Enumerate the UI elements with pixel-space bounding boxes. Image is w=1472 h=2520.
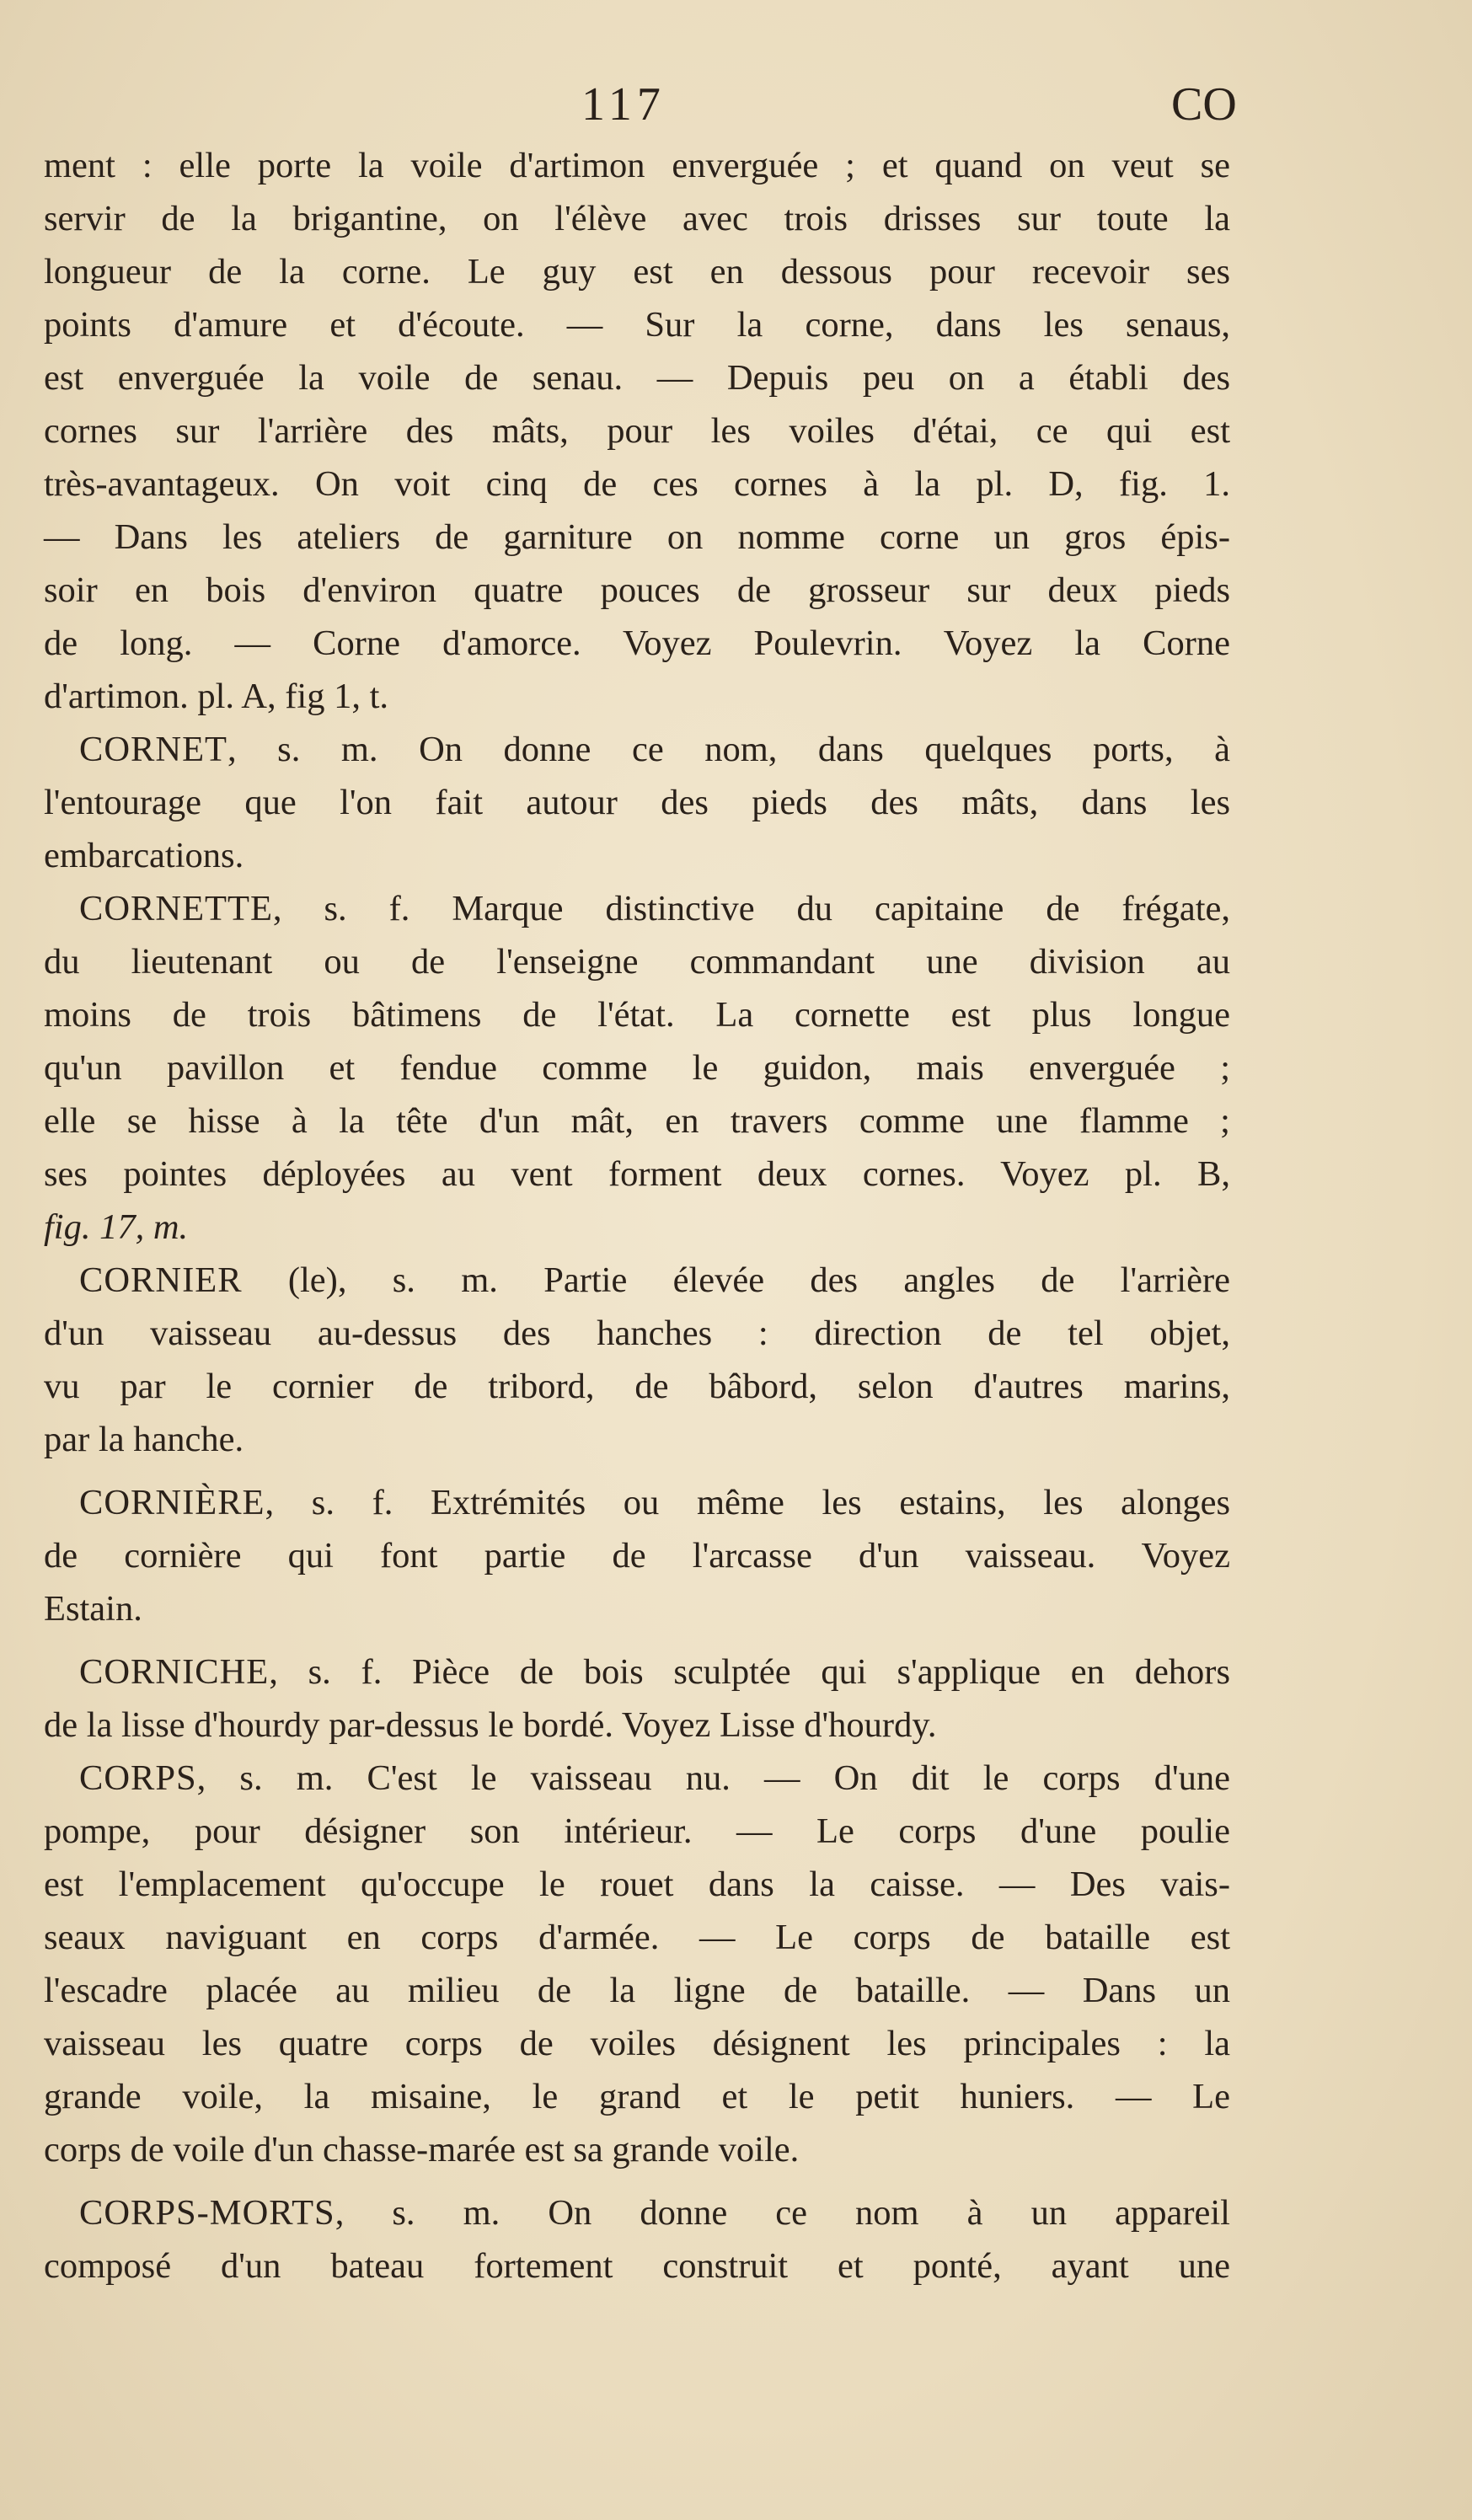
dictionary-entry-cornette (44, 882, 1230, 1254)
entry-text-line: embarcations. (44, 836, 244, 875)
entry-text-line: très-avantageux. On voit cinq de ces cornes à la pl. D, fig. 1. (44, 464, 1230, 504)
dictionary-entry-corps (44, 1752, 1230, 2176)
page-number: 117 (581, 78, 666, 131)
entry-text-line: corps de voile d'un chasse-marée est sa grande voile. (44, 2130, 800, 2170)
entry-headword: CORNET (79, 730, 227, 769)
entry-text-line: elle se hisse à la tête d'un mât, en travers comme une flamme ; (44, 1101, 1230, 1141)
entry-text-line: pompe, pour désigner son intérieur. — Le corps d'une poulie (44, 1811, 1230, 1851)
entry-spacing (44, 2176, 1230, 2186)
entry-text: , s. m. On donne ce nom à un appareil (335, 2193, 1230, 2233)
entry-text-line: grande voile, la misaine, le grand et le petit huniers. — Le (44, 2077, 1230, 2116)
entry-spacing (44, 1635, 1230, 1645)
entry-text-line: soir en bois d'environ quatre pouces de grosseur sur deux pieds (44, 570, 1230, 610)
entry-text-line: l'entourage que l'on fait autour des pieds des mâts, dans les (44, 783, 1230, 822)
entry-headword: CORPS-MORTS (79, 2193, 335, 2233)
entry-text-line: vaisseau les quatre corps de voiles désignent les principales : la (44, 2024, 1230, 2063)
entry-spacing (44, 1466, 1230, 1476)
entry-text: , s. f. Pièce de bois sculptée qui s'applique en dehors (269, 1652, 1230, 1692)
entry-text: , s. m. C'est le vaisseau nu. — On dit le corps d'une (196, 1758, 1230, 1798)
running-head: CO (1171, 78, 1237, 131)
entry-text-line: par la hanche. (44, 1420, 244, 1459)
entry-text-line: points d'amure et d'écoute. — Sur la corne, dans les senaus, (44, 305, 1230, 345)
entry-headword: CORPS (79, 1758, 197, 1798)
dictionary-entry-cornier (44, 1254, 1230, 1466)
dictionary-entry-continuation (44, 139, 1230, 723)
entry-text-line: l'escadre placée au milieu de la ligne de bataille. — Dans un (44, 1971, 1230, 2010)
entry-text-line: qu'un pavillon et fendue comme le guidon, mais enverguée ; (44, 1048, 1230, 1088)
entry-text: , s. m. On donne ce nom, dans quelques ports, à (227, 730, 1230, 769)
dictionary-entry-corps-morts (44, 2186, 1230, 2293)
entry-first-line (44, 2186, 1230, 2239)
entry-text-line: servir de la brigantine, on l'élève avec trois drisses sur toute la (44, 199, 1230, 238)
entry-text: , s. f. Marque distinctive du capitaine de frégate, (272, 889, 1230, 928)
entry-text-line: Estain. (44, 1589, 142, 1629)
entry-first-line (44, 1476, 1230, 1529)
entry-text-line: ment : elle porte la voile d'artimon enverguée ; et quand on veut se (44, 146, 1230, 185)
page-header (0, 78, 1472, 136)
entry-text-line: cornes sur l'arrière des mâts, pour les voiles d'étai, ce qui est (44, 411, 1230, 451)
entry-text-line: ses pointes déployées au vent forment deux cornes. Voyez pl. B, (44, 1154, 1230, 1194)
entry-text-line: vu par le cornier de tribord, de bâbord, selon d'autres marins, (44, 1367, 1230, 1406)
entry-text-line: de long. — Corne d'amorce. Voyez Poulevrin. Voyez la Corne (44, 623, 1230, 663)
entry-text: , s. f. Extrémités ou même les estains, les alonges (265, 1483, 1230, 1522)
entry-text-line: du lieutenant ou de l'enseigne commandant une division au (44, 942, 1230, 982)
dictionary-text (44, 139, 1230, 2293)
entry-text-line: moins de trois bâtimens de l'état. La cornette est plus longue (44, 995, 1230, 1035)
entry-first-line (44, 882, 1230, 935)
entry-text-line: est enverguée la voile de senau. — Depuis peu on a établi des (44, 358, 1230, 398)
entry-text: (le), s. m. Partie élevée des angles de l'arrière (242, 1260, 1230, 1300)
entry-headword: CORNICHE (79, 1652, 270, 1692)
entry-headword: CORNETTE (79, 889, 273, 928)
entry-first-line (44, 1254, 1230, 1307)
dictionary-entry-cornet (44, 723, 1230, 882)
entry-text-line: est l'emplacement qu'occupe le rouet dans la caisse. — Des vais- (44, 1865, 1230, 1904)
entry-text-line: seaux naviguant en corps d'armée. — Le corps de bataille est (44, 1918, 1230, 1957)
entry-headword: CORNIER (79, 1260, 243, 1300)
entry-text-line: d'un vaisseau au-dessus des hanches : direction de tel objet, (44, 1314, 1230, 1353)
entry-text-line: de la lisse d'hourdy par-dessus le bordé. Voyez Lisse d'hourdy. (44, 1705, 937, 1745)
entry-text-line: longueur de la corne. Le guy est en dessous pour recevoir ses (44, 252, 1230, 292)
entry-first-line (44, 723, 1230, 776)
entry-text-line: d'artimon. pl. A, fig 1, t. (44, 677, 389, 716)
entry-first-line (44, 1752, 1230, 1805)
dictionary-entry-corniere (44, 1476, 1230, 1635)
entry-headword: CORNIÈRE (79, 1483, 265, 1522)
entry-first-line (44, 1645, 1230, 1699)
entry-text-line: composé d'un bateau fortement construit et ponté, ayant une (44, 2246, 1230, 2286)
entry-text-line: de cornière qui font partie de l'arcasse d'un vaisseau. Voyez (44, 1536, 1230, 1576)
dictionary-entry-corniche (44, 1645, 1230, 1752)
entry-text-line: fig. 17, m. (44, 1207, 189, 1247)
entry-text-line: — Dans les ateliers de garniture on nomme corne un gros épis- (44, 517, 1230, 557)
